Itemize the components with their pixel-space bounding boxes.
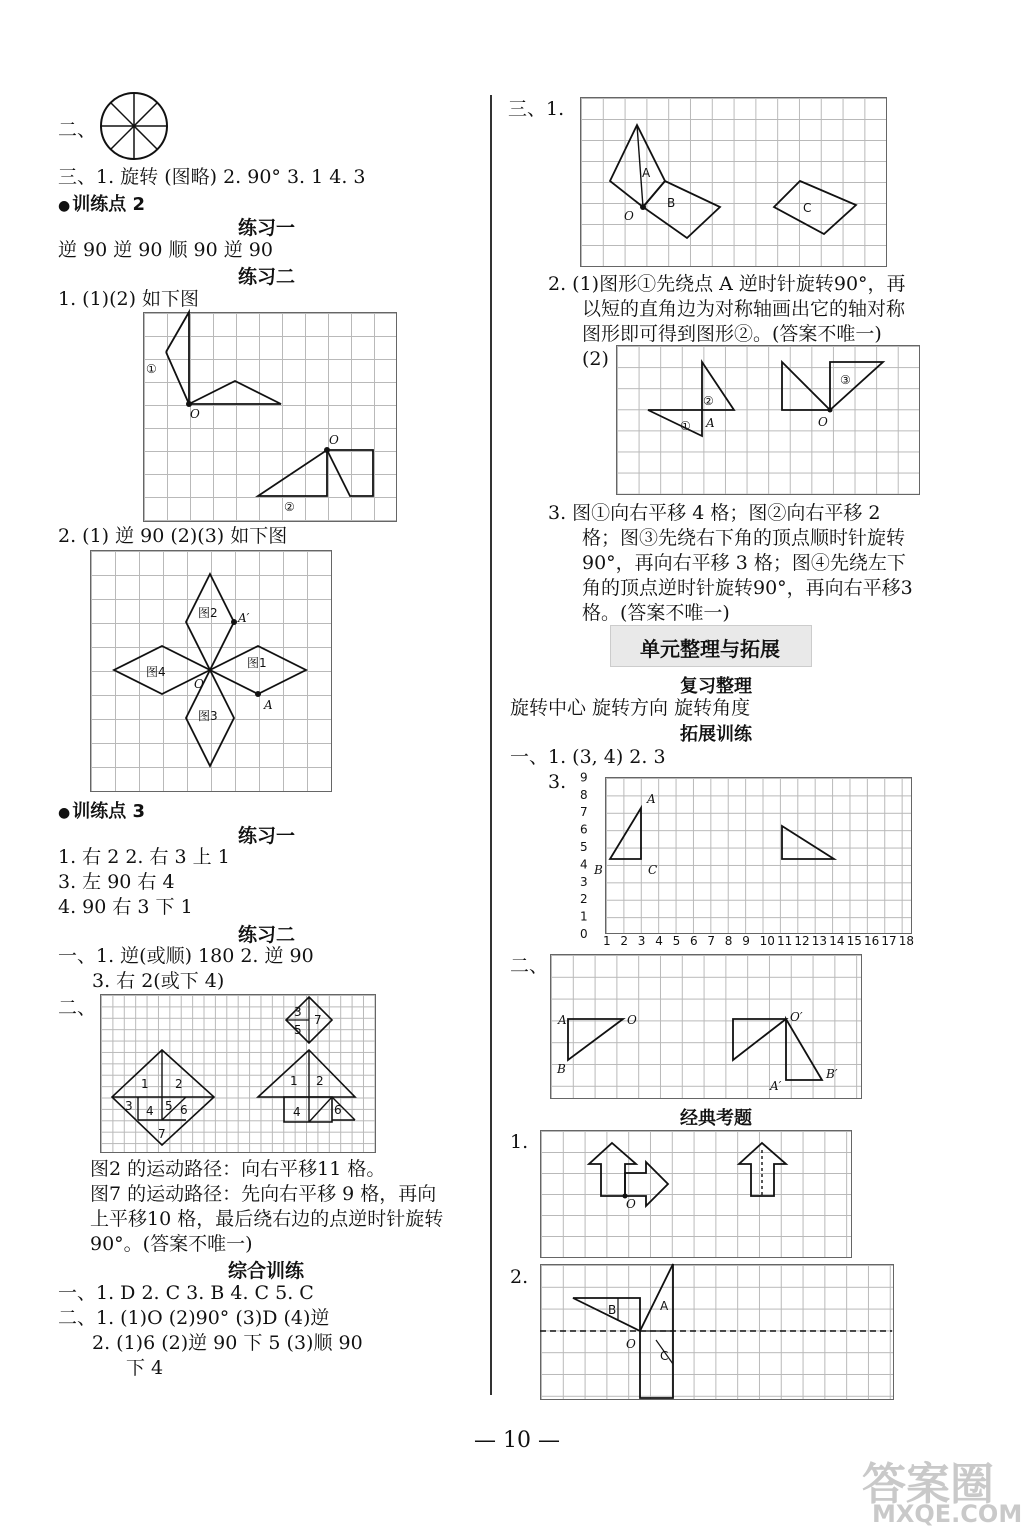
x-tick-4: 4 (655, 934, 663, 948)
x-tick-6: 6 (690, 934, 698, 948)
r2-label-o: O (818, 415, 828, 429)
tangram-right-6: 6 (334, 1103, 342, 1117)
path-line-3: 上平移10 格，最后绕右边的点逆时针旋转 (90, 1208, 444, 1230)
tangram-right-4: 4 (293, 1105, 301, 1119)
x-tick-9: 9 (742, 934, 750, 948)
fig2-label-t1: 图1 (247, 656, 267, 670)
fig1-label-o1: O (190, 407, 200, 421)
x-tick-18: 18 (898, 934, 915, 948)
fig2-label-a1: A′ (238, 611, 250, 625)
x-tick-15: 15 (846, 934, 862, 948)
path-line-1: 图2 的运动路径：向右平移11 格。 (90, 1158, 386, 1180)
coord-label-a: A (647, 792, 656, 806)
exercise-2-q2: 2. (1) 逆 90 (2)(3) 如下图 (58, 525, 288, 547)
coord-label-c: C (648, 863, 658, 877)
y-tick-9: 9 (580, 770, 588, 785)
r4-label-o2: O′ (790, 1010, 803, 1024)
extension-line-1: 一、1. (3, 4) 2. 3 (510, 746, 666, 768)
tp3-exercise-1-title: 练习一 (238, 825, 296, 847)
fig2-label-a: A (264, 698, 273, 712)
r-q2-sub: (2) (582, 348, 609, 370)
r6-label-c: C (660, 1349, 669, 1363)
y-tick-2: 2 (580, 892, 588, 907)
fig1-label-o2: O (329, 433, 339, 447)
r1-label-o: O (624, 209, 634, 223)
tangram-right-7: 7 (314, 1013, 322, 1027)
exercise-1-title: 练习一 (238, 217, 296, 239)
comp-line-4: 下 4 (126, 1357, 164, 1379)
page-number: — 10 — (474, 1428, 560, 1453)
r2-label-a: A (706, 416, 715, 430)
r-q3-line-2: 格；图③先绕右下角的顶点顺时针旋转 (582, 527, 906, 549)
y-tick-5: 5 (580, 840, 588, 854)
x-tick-14: 14 (829, 934, 845, 948)
x-tick-12: 12 (794, 934, 810, 948)
r-q3-line-3: 90°，再向右平移 3 格；图④先绕左下 (582, 552, 906, 574)
ext-section-2-label: 二、 (510, 955, 549, 977)
tangram-right-3: 3 (294, 1005, 302, 1019)
tangram-left-7: 7 (158, 1127, 166, 1141)
tp3-line-2: 3. 左 90 右 4 (58, 871, 175, 893)
watermark-logo: 答案圈 (862, 1459, 994, 1510)
y-tick-0: 0 (580, 927, 588, 941)
training-point-2-heading: ● 训练点 2 (58, 190, 145, 216)
fig2-label-t4: 图4 (146, 665, 166, 679)
y-tick-4: 4 (580, 857, 588, 872)
x-tick-17: 17 (881, 934, 897, 948)
y-tick-1: 1 (580, 909, 588, 924)
tangram-left-3: 3 (125, 1099, 133, 1113)
r6-label-o: O (626, 1337, 636, 1351)
y-tick-3: 3 (580, 874, 588, 889)
r2-label-3: ③ (840, 373, 851, 387)
fig2-label-t3: 图3 (198, 709, 218, 723)
x-tick-11: 11 (777, 934, 793, 948)
r2-label-2: ② (703, 394, 714, 408)
r4-label-b: B (557, 1062, 566, 1076)
classic-q2-label: 2. (510, 1266, 529, 1288)
y-tick-7: 7 (580, 805, 588, 820)
tangram-right-2: 2 (316, 1074, 324, 1088)
fig2-label-t2: 图2 (198, 606, 218, 620)
tp3-section-2-label: 二、 (58, 997, 97, 1019)
r4-label-o: O (627, 1013, 637, 1027)
tangram-right-1: 1 (290, 1074, 298, 1088)
tp3-ex2-line-2: 3. 右 2(或下 4) (92, 970, 225, 992)
review-title: 复习整理 (680, 676, 752, 697)
x-tick-13: 13 (811, 934, 828, 948)
comp-line-1: 一、1. D 2. C 3. B 4. C 5. C (58, 1282, 314, 1304)
r1-label-c: C (803, 201, 812, 215)
x-tick-8: 8 (724, 934, 733, 948)
tangram-left-1: 1 (141, 1077, 149, 1091)
tangram-right-5: 5 (294, 1023, 302, 1037)
tangram-left-4: 4 (146, 1104, 154, 1118)
x-tick-1: 1 (603, 934, 611, 948)
r1-label-a: A (642, 166, 651, 180)
r1-label-b: B (667, 196, 676, 210)
training-point-3-heading: ● 训练点 3 (58, 797, 145, 823)
extension-q3-label: 3. (548, 771, 567, 793)
comp-line-2: 二、1. (1)O (2)90° (3)D (4)逆 (58, 1307, 330, 1329)
exercise-1-answers: 逆 90 逆 90 顺 90 逆 90 (58, 239, 273, 261)
r5-label-o: O (626, 1197, 636, 1211)
comprehensive-training-title: 综合训练 (228, 1260, 305, 1282)
watermark-url: MXQE.COM (872, 1500, 1023, 1528)
fig2-label-o: O (194, 677, 204, 691)
tangram-left-5: 5 (165, 1099, 173, 1113)
path-line-4: 90°。(答案不唯一) (90, 1233, 253, 1255)
tp3-line-1: 1. 右 2 2. 右 3 上 1 (58, 846, 230, 868)
exercise-2-q1: 1. (1)(2) 如下图 (58, 288, 200, 310)
y-tick-6: 6 (580, 822, 588, 837)
x-tick-3: 3 (637, 934, 646, 948)
review-line: 旋转中心 旋转方向 旋转角度 (510, 697, 751, 719)
tangram-left-6: 6 (180, 1103, 188, 1117)
x-tick-10: 10 (759, 934, 775, 948)
y-tick-8: 8 (580, 787, 588, 802)
x-tick-7: 7 (707, 934, 716, 948)
r-q2-line-1: 2. (1)图形①先绕点 A 逆时针旋转90°，再 (548, 273, 906, 295)
r-q2-line-3: 图形即可得到图形②。(答案不唯一) (582, 323, 882, 345)
extension-title: 拓展训练 (680, 724, 752, 745)
classic-title: 经典考题 (680, 1108, 752, 1129)
r6-label-a: A (660, 1299, 669, 1313)
r-q3-line-4: 角的顶点逆时针旋转90°，再向右平移3 (582, 577, 913, 599)
r-q3-line-5: 格。(答案不唯一) (582, 602, 730, 624)
tp3-line-3: 4. 90 右 3 下 1 (58, 896, 193, 918)
r-q2-line-2: 以短的直角边为对称轴画出它的轴对称 (582, 298, 906, 320)
r4-label-b2: B′ (826, 1067, 838, 1081)
unit-title: 单元整理与拓展 (640, 637, 780, 661)
r-section-3-label: 三、1. (508, 98, 565, 120)
x-tick-2: 2 (620, 934, 629, 948)
r2-label-1: ① (680, 419, 691, 433)
tp3-ex2-line-1: 一、1. 逆(或顺) 180 2. 逆 90 (58, 945, 314, 967)
r-q3-line-1: 3. 图①向右平移 4 格；图②向右平移 2 (548, 502, 881, 524)
section-3-answers: 三、1. 旋转 (图略) 2. 90° 3. 1 4. 3 (58, 166, 366, 188)
x-tick-16: 16 (864, 934, 880, 948)
section-2-label: 二、 (58, 119, 97, 141)
classic-q1-label: 1. (510, 1131, 529, 1153)
fig1-label-2: ② (284, 500, 295, 514)
comp-line-3: 2. (1)6 (2)逆 90 下 5 (3)顺 90 (92, 1332, 363, 1354)
path-line-2: 图7 的运动路径：先向右平移 9 格，再向 (90, 1183, 437, 1205)
r6-label-b: B (608, 1303, 617, 1317)
r4-label-a2: A′ (770, 1079, 782, 1093)
x-tick-5: 5 (672, 934, 681, 948)
coord-label-b: B (594, 863, 603, 877)
exercise-2-title: 练习二 (238, 266, 296, 288)
fig1-label-1: ① (146, 362, 157, 376)
tangram-left-2: 2 (175, 1077, 183, 1091)
r4-label-a: A (558, 1013, 567, 1027)
tp3-exercise-2-title: 练习二 (238, 924, 296, 946)
